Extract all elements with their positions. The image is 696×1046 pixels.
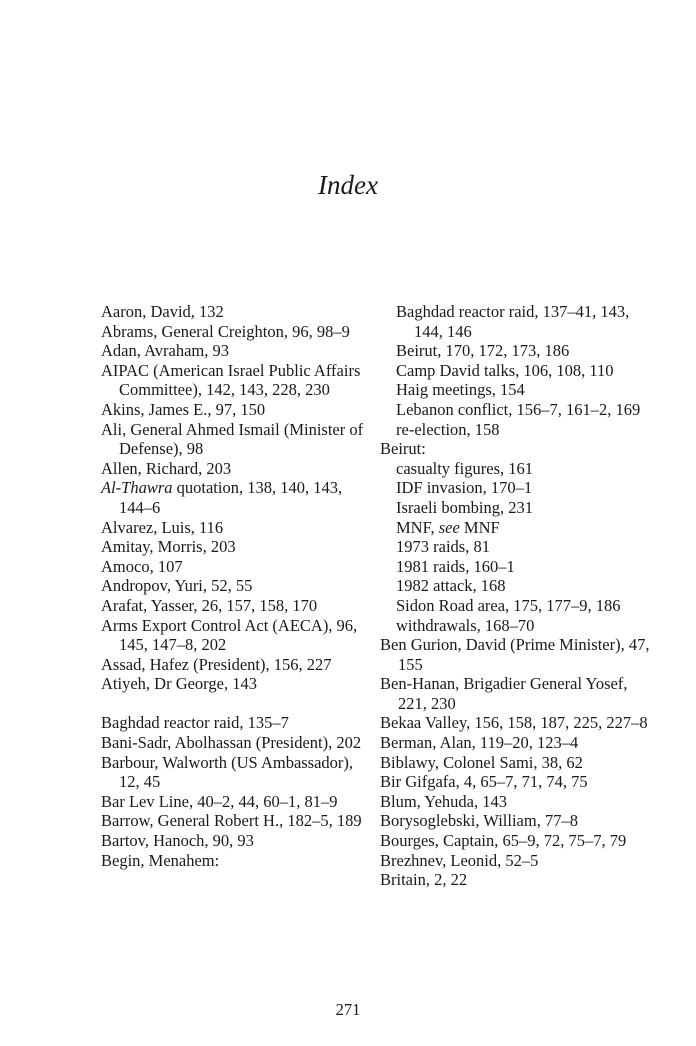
index-entry: Bani-Sadr, Abolhassan (President), 202 [101,733,362,753]
index-subentry: Beirut, 170, 172, 173, 186 [396,341,570,361]
letter-group-gap [101,694,371,714]
index-subentry: withdrawals, 168–70 [396,615,535,635]
index-entry: Akins, James E., 97, 150 [101,399,266,419]
index-entry: Arafat, Yasser, 26, 157, 158, 170 [101,595,318,615]
index-entry: Biblawy, Colonel Sami, 38, 62 [380,752,583,772]
index-entry: Assad, Hafez (President), 156, 227 [101,654,332,674]
index-entry: Bar Lev Line, 40–2, 44, 60–1, 81–9 [101,791,338,811]
index-subentry: Baghdad reactor raid, 137–41, 143, 144, 146 [396,302,630,341]
index-entry: Bir Gifgafa, 4, 65–7, 71, 74, 75 [380,772,588,792]
index-subentry: Sidon Road area, 175, 177–9, 186 [396,595,621,615]
index-entry: Andropov, Yuri, 52, 55 [101,576,253,596]
index-subentry-tail: MNF [459,517,500,537]
index-entry-italic: Al-Thawra [101,478,173,498]
index-entry: Amitay, Morris, 203 [101,537,236,557]
index-subentry-italic: see [438,517,460,537]
page-title: Index [318,170,378,200]
index-entry: Beirut: [380,439,426,459]
index-subentry: IDF invasion, 170–1 [396,478,533,498]
index-entry: Britain, 2, 22 [380,870,468,890]
index-entry: Bekaa Valley, 156, 158, 187, 225, 227–8 [380,713,648,733]
index-entry: Berman, Alan, 119–20, 123–4 [380,733,579,753]
index-entry: Brezhnev, Leonid, 52–5 [380,850,539,870]
index-column-right [380,302,660,890]
index-entry: Abrams, General Creighton, 96, 98–9 [101,321,350,341]
index-entry-text: quotation, 138, 140, 143, 144–6 [119,478,343,517]
index-entry: Begin, Menahem: [101,850,220,870]
index-entry: Ali, General Ahmed Ismail (Minister of Defense), 98 [101,419,364,459]
index-entry: Arms Export Control Act (AECA), 96, 145, 147–8, 202 [101,615,358,655]
index-entry: Barbour, Walworth (US Ambassador), 12, 45 [101,752,354,792]
index-subentry: Haig meetings, 154 [396,380,525,400]
index-column-left [101,302,371,870]
index-entry: Allen, Richard, 203 [101,458,232,478]
index-entry: Amoco, 107 [101,556,183,576]
index-subentry: 1982 attack, 168 [396,576,506,596]
index-subentry: Lebanon conflict, 156–7, 161–2, 169 [396,399,641,419]
index-entry: Ben Gurion, David (Prime Minister), 47, 155 [380,635,650,674]
index-subentry: re-election, 158 [396,419,500,439]
index-subentry: Israeli bombing, 231 [396,497,534,517]
index-entry: Bartov, Hanoch, 90, 93 [101,831,254,851]
index-entry: Adan, Avraham, 93 [101,341,229,361]
index-subentry: casualty figures, 161 [396,458,534,478]
index-subentry-text: MNF, [396,517,439,537]
index-entry: Bourges, Captain, 65–9, 72, 75–7, 79 [380,831,627,851]
index-subentry: Camp David talks, 106, 108, 110 [396,360,614,380]
index-entry: Baghdad reactor raid, 135–7 [101,713,289,733]
index-entry: Blum, Yehuda, 143 [380,791,507,811]
index-subentry: 1981 raids, 160–1 [396,556,515,576]
index-entry: Ben-Hanan, Brigadier General Yosef, 221, 230 [380,674,628,713]
index-entry: Alvarez, Luis, 116 [101,517,224,537]
index-entry: Atiyeh, Dr George, 143 [101,674,257,694]
index-entry: Aaron, David, 132 [101,302,224,321]
index-entry: Borysoglebski, William, 77–8 [380,811,578,831]
index-entry: AIPAC (American Israel Public Affairs Committee), 142, 143, 228, 230 [101,360,361,400]
index-subentry: 1973 raids, 81 [396,537,490,557]
page-number: 271 [335,1000,361,1019]
index-entry [101,478,371,517]
index-entry: Barrow, General Robert H., 182–5, 189 [101,811,362,831]
index-subentry [380,518,660,538]
